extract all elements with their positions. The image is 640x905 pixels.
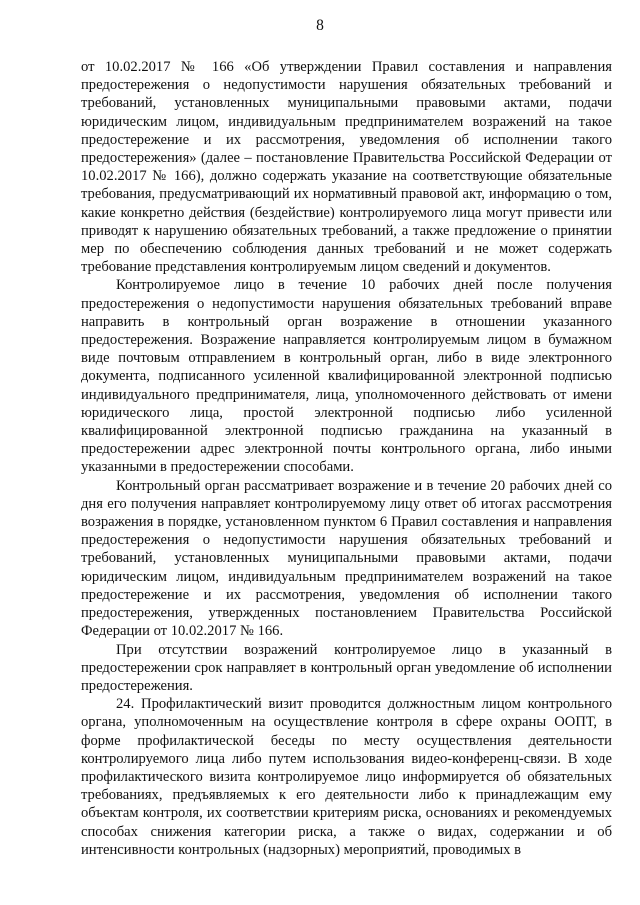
paragraph-continuation: от 10.02.2017 № 166 «Об утверждении Правил составления и направления предостережения о недопустимости нарушения обязательных требований и требований, установленных муниципальными правовыми актами, подачи юридическим лицом, индивидуальным предпринимателем возражений на такое предостережение и их рассмотрения, уведомления об исполнении такого предостережения» (далее – постановление Правительства Российской Федерации от 10.02.2017 № 166), должно содержать указание на соответствующие обязательные требования, предусматривающий их нормативный правовой акт, информацию о том, какие конкретно действия (бездействие) контролируемого лица могут привести или приводят к нарушению обязательных требований, а также предложение о принятии мер по обеспечению соблюдения данных требований и не может содержать требование представления контролируемым лицом сведений и документов. xyxy=(81,59,612,276)
paragraph-item-24: 24. Профилактический визит проводится должностным лицом контрольного органа, уполномоченным на осуществление контроля в сфере охраны ООПТ, в форме профилактической беседы по месту осуществления деятельности контролируемого лица либо путем использования видео-конференц-связи. В ходе профилактического визита контролируемое лицо информируется об обязательных требованиях, предъявляемых к его деятельности либо к принадлежащим ему объектам контроля, их соответствии критериям риска, основаниях и рекомендуемых способах снижения категории риска, а также о видах, содержании и об интенсивности контрольных (надзорных) мероприятий, проводимых в xyxy=(81,696,612,858)
page-number: 8 xyxy=(316,17,324,34)
paragraph-objection-right: Контролируемое лицо в течение 10 рабочих дней после получения предостережения о недопустимости нарушения обязательных требований вправе направить в контрольный орган возражение в отношении указанного предостережения. Возражение направляется контролируемым лицом в бумажном виде почтовым отправлением в контрольный орган, либо в виде электронного документа, подписанного усиленной квалифицированной электронной подписью индивидуального предпринимателя, лица, уполномоченного действовать от имени юридического лица, простой электронной подписью либо усиленной квалифицированной электронной подписью гражданина на указанный в предостережении адрес электронной почты контрольного органа, либо иными указанными в предостережении способами. xyxy=(81,277,612,476)
body-text xyxy=(81,58,612,859)
paragraph-objection-review: Контрольный орган рассматривает возражение и в течение 20 рабочих дней со дня его получения направляет контролируемому лицу ответ об итогах рассмотрения возражения в порядке, установленном пунктом 6 Правил составления и направления предостережения о недопустимости нарушения обязательных требований и требований, установленных муниципальными правовыми актами, подачи юридическим лицом, индивидуальным предпринимателем возражений на такое предостережение и их рассмотрения, уведомления об исполнении такого предостережения, утвержденных постановлением Правительства Российской Федерации от 10.02.2017 № 166. xyxy=(81,477,612,640)
paragraph-no-objection: При отсутствии возражений контролируемое лицо в указанный в предостережении срок направляет в контрольный орган уведомление об исполнении предостережения. xyxy=(81,641,612,694)
